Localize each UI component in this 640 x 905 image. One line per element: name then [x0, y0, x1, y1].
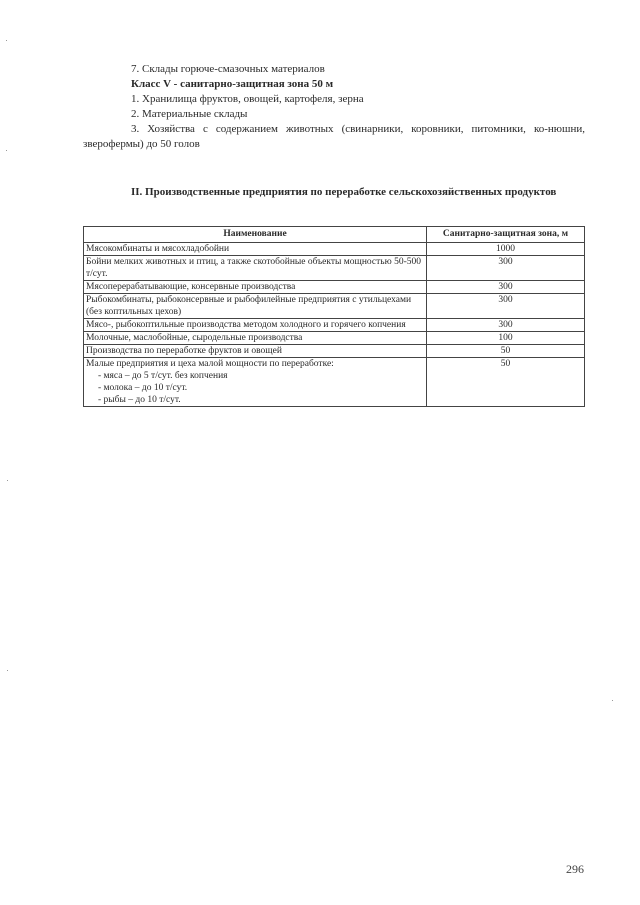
row-name — [84, 358, 427, 407]
row-zone: 300 — [427, 294, 585, 319]
row-name-main: Малые предприятия и цеха малой мощности по переработке: — [86, 359, 334, 369]
table-row — [84, 294, 585, 319]
row-name: Бойни мелких животных и птиц, а также скотобойные объекты мощностью 50-500 т/сут. — [84, 256, 427, 281]
intro-item-1: 1. Хранилища фруктов, овощей, картофеля, зерна — [131, 93, 364, 105]
intro-item-2: 2. Материальные склады — [131, 108, 248, 120]
row-name: Мясокомбинаты и мясохладобойни — [84, 243, 427, 256]
intro-item-3: 3. Хозяйства с содержанием животных (свинарники, коровники, питомники, ко-нюшни, зверофермы) до 50 голов — [83, 123, 585, 150]
row-name: Производства по переработке фруктов и овощей — [84, 345, 427, 358]
row-name: Молочные, маслобойные, сыродельные производства — [84, 332, 427, 345]
page-number: 296 — [566, 862, 584, 876]
row-sub-item: - мяса – до 5 т/сут. без копчения — [98, 371, 228, 381]
scan-speck — [6, 40, 7, 41]
row-zone: 50 — [427, 345, 585, 358]
row-zone: 1000 — [427, 243, 585, 256]
table-row — [84, 319, 585, 332]
table-row — [84, 243, 585, 256]
row-zone: 50 — [427, 358, 585, 407]
table-row — [84, 358, 585, 407]
class-v-heading: Класс V - санитарно-защитная зона 50 м — [131, 78, 334, 90]
scan-speck — [612, 700, 613, 701]
table-row — [84, 345, 585, 358]
row-zone: 300 — [427, 319, 585, 332]
scan-speck — [7, 480, 8, 481]
scan-speck — [7, 670, 8, 671]
section-title: II. Производственные предприятия по переработке сельскохозяйственных продуктов — [131, 186, 557, 198]
row-sub-item: - молока – до 10 т/сут. — [98, 383, 188, 393]
row-zone: 300 — [427, 256, 585, 281]
table-row — [84, 332, 585, 345]
row-name: Рыбокомбинаты, рыбоконсервные и рыбофилейные предприятия с утильцехами (без коптильных цехов) — [84, 294, 427, 319]
sanitary-zone-table — [83, 226, 585, 407]
row-name: Мясоперерабатывающие, консервные производства — [84, 281, 427, 294]
row-name: Мясо-, рыбокоптильные производства методом холодного и горячего копчения — [84, 319, 427, 332]
scan-speck — [6, 150, 7, 151]
intro-item-7: 7. Склады горюче-смазочных материалов — [131, 63, 325, 75]
header-name: Наименование — [84, 227, 427, 243]
row-zone: 300 — [427, 281, 585, 294]
table-header-row — [84, 227, 585, 243]
header-zone: Санитарно-защитная зона, м — [427, 227, 585, 243]
intro-block — [83, 62, 585, 152]
row-sub-item: - рыбы – до 10 т/сут. — [98, 395, 181, 405]
row-zone: 100 — [427, 332, 585, 345]
table-row — [84, 281, 585, 294]
table-row — [84, 256, 585, 281]
